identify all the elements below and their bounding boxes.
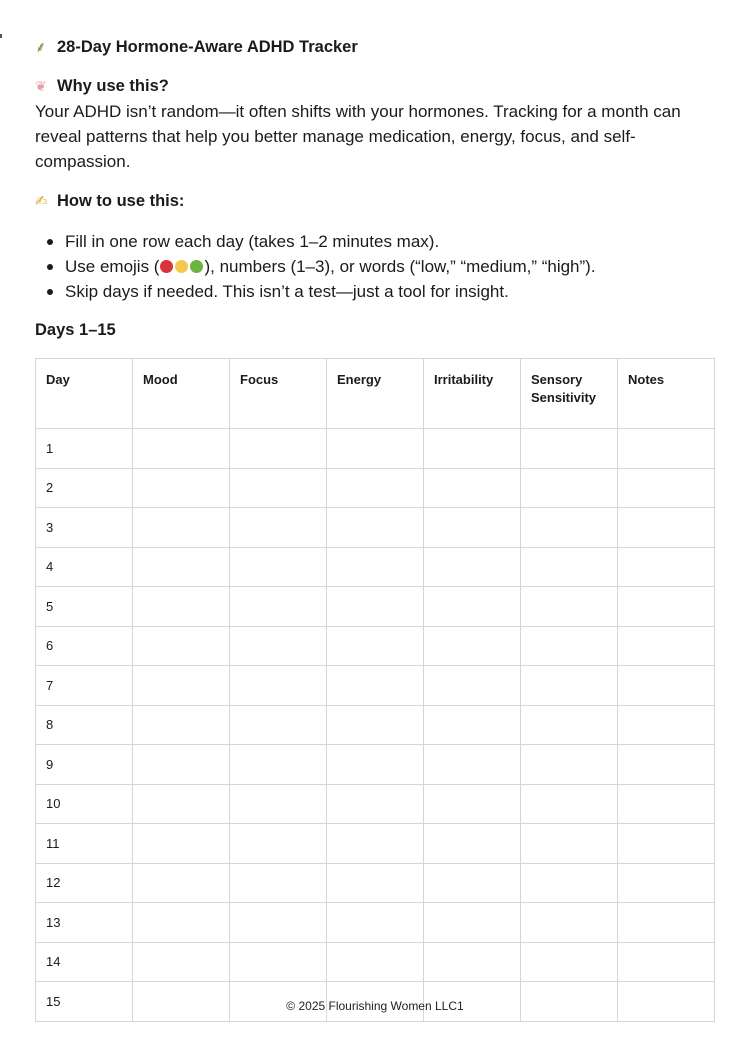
sensory-sensitivity-cell[interactable] <box>521 942 618 982</box>
day-number: 15 <box>36 982 133 1022</box>
energy-cell[interactable] <box>327 942 424 982</box>
mood-cell[interactable] <box>133 666 230 706</box>
page-title <box>35 37 358 57</box>
yellow-circle-icon <box>175 260 188 273</box>
mood-cell[interactable] <box>133 863 230 903</box>
sensory-sensitivity-cell[interactable] <box>521 468 618 508</box>
list-item: Skip days if needed. This isn’t a test—just a tool for insight. <box>35 279 596 304</box>
notes-cell[interactable] <box>618 903 715 943</box>
notes-cell[interactable] <box>618 705 715 745</box>
day-number: 8 <box>36 705 133 745</box>
how-heading <box>35 192 184 211</box>
irritability-cell[interactable] <box>424 745 521 785</box>
notes-cell[interactable] <box>618 666 715 706</box>
page-title-text: 28-Day Hormone-Aware ADHD Tracker <box>57 38 358 56</box>
day-number: 5 <box>36 587 133 627</box>
mood-cell[interactable] <box>133 824 230 864</box>
irritability-cell[interactable] <box>424 824 521 864</box>
sensory-sensitivity-cell[interactable] <box>521 587 618 627</box>
energy-cell[interactable] <box>327 626 424 666</box>
table-row <box>36 468 715 508</box>
focus-cell[interactable] <box>230 587 327 627</box>
header-notes: Notes <box>618 359 715 429</box>
header-mood: Mood <box>133 359 230 429</box>
sensory-sensitivity-cell[interactable] <box>521 863 618 903</box>
day-number: 7 <box>36 666 133 706</box>
notes-cell[interactable] <box>618 824 715 864</box>
irritability-cell[interactable] <box>424 863 521 903</box>
focus-cell[interactable] <box>230 942 327 982</box>
energy-cell[interactable] <box>327 666 424 706</box>
mood-cell[interactable] <box>133 705 230 745</box>
focus-cell[interactable] <box>230 705 327 745</box>
focus-cell[interactable] <box>230 547 327 587</box>
notes-cell[interactable] <box>618 587 715 627</box>
header-energy: Energy <box>327 359 424 429</box>
focus-cell[interactable] <box>230 429 327 469</box>
table-row <box>36 626 715 666</box>
day-number: 10 <box>36 784 133 824</box>
red-circle-icon <box>160 260 173 273</box>
mood-cell[interactable] <box>133 784 230 824</box>
table-row <box>36 508 715 548</box>
list-item: Fill in one row each day (takes 1–2 minutes max). <box>35 229 596 254</box>
table-row <box>36 903 715 943</box>
energy-cell[interactable] <box>327 429 424 469</box>
energy-cell[interactable] <box>327 468 424 508</box>
energy-cell[interactable] <box>327 824 424 864</box>
day-number: 13 <box>36 903 133 943</box>
section-label: Days 1–15 <box>35 321 116 339</box>
why-heading <box>35 77 169 96</box>
energy-cell[interactable] <box>327 705 424 745</box>
table-row <box>36 942 715 982</box>
list-item <box>35 254 596 279</box>
day-number: 4 <box>36 547 133 587</box>
day-number: 3 <box>36 508 133 548</box>
table-row <box>36 429 715 469</box>
table-row <box>36 745 715 785</box>
irritability-cell[interactable] <box>424 429 521 469</box>
irritability-cell[interactable] <box>424 903 521 943</box>
green-circle-icon <box>190 260 203 273</box>
sensory-sensitivity-cell[interactable] <box>521 666 618 706</box>
sensory-sensitivity-cell[interactable] <box>521 745 618 785</box>
mood-cell[interactable] <box>133 468 230 508</box>
brain-icon: ❦ <box>35 78 47 94</box>
irritability-cell[interactable] <box>424 784 521 824</box>
day-number: 11 <box>36 824 133 864</box>
why-heading-text: Why use this? <box>57 77 169 95</box>
irritability-cell[interactable] <box>424 468 521 508</box>
irritability-cell[interactable] <box>424 587 521 627</box>
mood-cell[interactable] <box>133 587 230 627</box>
mood-cell[interactable] <box>133 745 230 785</box>
writing-hand-icon: ✍ <box>35 193 48 210</box>
sensory-sensitivity-cell[interactable] <box>521 784 618 824</box>
sensory-sensitivity-cell[interactable] <box>521 903 618 943</box>
table-row <box>36 705 715 745</box>
table-row <box>36 587 715 627</box>
energy-cell[interactable] <box>327 508 424 548</box>
focus-cell[interactable] <box>230 508 327 548</box>
focus-cell[interactable] <box>230 666 327 706</box>
table-row <box>36 863 715 903</box>
energy-cell[interactable] <box>327 547 424 587</box>
how-to-list <box>35 229 596 304</box>
mood-cell[interactable] <box>133 508 230 548</box>
energy-cell[interactable] <box>327 863 424 903</box>
mood-cell[interactable] <box>133 626 230 666</box>
notes-cell[interactable] <box>618 863 715 903</box>
page-edge-mark <box>0 34 2 38</box>
sensory-sensitivity-cell[interactable] <box>521 626 618 666</box>
list-item-text-end: ), numbers (1–3), or words (“low,” “medium,” “high”). <box>204 257 596 276</box>
how-heading-text: How to use this: <box>57 192 185 210</box>
notes-cell[interactable] <box>618 429 715 469</box>
sensory-sensitivity-cell[interactable] <box>521 547 618 587</box>
header-day: Day <box>36 359 133 429</box>
notes-cell[interactable] <box>618 468 715 508</box>
why-body: Your ADHD isn’t random—it often shifts with your hormones. Tracking for a month can reveal patterns that help you better manage medication, energy, focus, and self-compassion. <box>35 102 681 171</box>
irritability-cell[interactable] <box>424 626 521 666</box>
header-focus: Focus <box>230 359 327 429</box>
focus-cell[interactable] <box>230 468 327 508</box>
notes-cell[interactable] <box>618 745 715 785</box>
focus-cell[interactable] <box>230 824 327 864</box>
tracker-table <box>35 358 715 1022</box>
focus-cell[interactable] <box>230 784 327 824</box>
sensory-sensitivity-cell[interactable] <box>521 824 618 864</box>
sensory-sensitivity-cell[interactable] <box>521 705 618 745</box>
energy-cell[interactable] <box>327 784 424 824</box>
sensory-sensitivity-cell[interactable] <box>521 508 618 548</box>
notes-cell[interactable] <box>618 942 715 982</box>
irritability-cell[interactable] <box>424 547 521 587</box>
focus-cell[interactable] <box>230 626 327 666</box>
focus-cell[interactable] <box>230 745 327 785</box>
notes-cell[interactable] <box>618 508 715 548</box>
focus-cell[interactable] <box>230 863 327 903</box>
day-number: 14 <box>36 942 133 982</box>
day-number: 12 <box>36 863 133 903</box>
table-row <box>36 547 715 587</box>
table-row <box>36 784 715 824</box>
mood-cell[interactable] <box>133 942 230 982</box>
notes-cell[interactable] <box>618 547 715 587</box>
day-number: 6 <box>36 626 133 666</box>
irritability-cell[interactable] <box>424 705 521 745</box>
mood-cell[interactable] <box>133 903 230 943</box>
footer-copyright: © 2025 Flourishing Women LLC1 <box>286 999 464 1013</box>
tracker-table-body <box>36 429 715 1022</box>
header-sensory-sensitivity: Sensory Sensitivity <box>521 359 618 429</box>
mood-cell[interactable] <box>133 547 230 587</box>
energy-cell[interactable] <box>327 903 424 943</box>
day-number: 2 <box>36 468 133 508</box>
notes-cell[interactable] <box>618 626 715 666</box>
mood-cell[interactable] <box>133 429 230 469</box>
energy-cell[interactable] <box>327 745 424 785</box>
irritability-cell[interactable] <box>424 666 521 706</box>
notes-cell[interactable] <box>618 784 715 824</box>
focus-cell[interactable] <box>230 903 327 943</box>
day-number: 1 <box>36 429 133 469</box>
day-number: 9 <box>36 745 133 785</box>
irritability-cell[interactable] <box>424 942 521 982</box>
herb-sprig-icon: ⸙ <box>35 39 47 56</box>
table-row <box>36 666 715 706</box>
sensory-sensitivity-cell[interactable] <box>521 429 618 469</box>
table-header-row <box>36 359 715 429</box>
irritability-cell[interactable] <box>424 508 521 548</box>
header-irritability: Irritability <box>424 359 521 429</box>
list-item-text-start: Use emojis ( <box>65 257 160 276</box>
table-row <box>36 824 715 864</box>
energy-cell[interactable] <box>327 587 424 627</box>
